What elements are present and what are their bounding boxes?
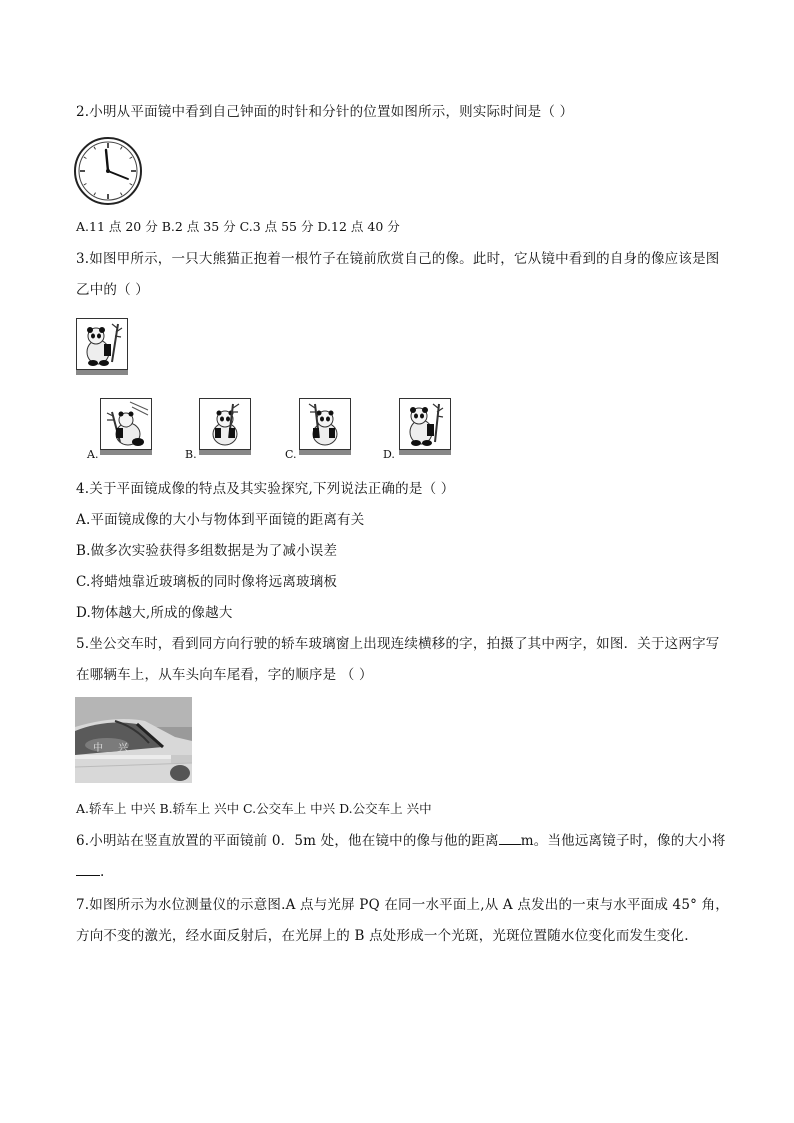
q6-stem: [76, 832, 726, 850]
choice-label-b: B.: [185, 448, 197, 461]
panda-choice-a: [100, 398, 152, 460]
q6-blank-size: [76, 863, 100, 876]
q4-stem: 4.关于平面镜成像的特点及其实验探究,下列说法正确的是（ ）: [76, 481, 455, 497]
panda-choice-d: [399, 398, 451, 460]
q7-stem-line1: 7.如图所示为水位测量仪的示意图.A 点与光屏 PQ 在同一水平面上,从 A 点发出的一束与水平面成 45° 角，: [76, 897, 729, 913]
q4-option-c: C.将蜡烛靠近玻璃板的同时像将远离玻璃板: [76, 574, 338, 590]
q3-stem-line1: 3.如图甲所示，一只大熊猫正抱着一根竹子在镜前欣赏自己的像。此时，它从镜中看到的自身的像应该是图: [76, 251, 720, 267]
q5-options: A.轿车上 中兴 B.轿车上 兴中 C.公交车上 中兴 D.公交车上 兴中: [76, 801, 432, 816]
photo-window-text: 中 兴: [93, 743, 135, 754]
q3-stem-line2: 乙中的（ ）: [76, 282, 149, 298]
choice-label-d: D.: [383, 448, 395, 461]
q5-stem-line2: 在哪辆车上，从车头向车尾看，字的顺序是 （ ）: [76, 667, 373, 683]
q6-blank-distance: [499, 832, 521, 845]
q6-stem-part2: m。当他远离镜子时，像的大小将: [520, 833, 726, 849]
q5-stem-line1: 5.坐公交车时，看到同方向行驶的轿车玻璃窗上出现连续横移的字，拍摄了其中两字，如图．关于这两字写: [76, 636, 720, 652]
panda-choice-c: [299, 398, 351, 460]
clock-figure: [73, 136, 143, 210]
q4-option-a: A.平面镜成像的大小与物体到平面镜的距离有关: [76, 512, 365, 528]
q6-stem-part1: 6.小明站在竖直放置的平面镜前 0．5m 处，他在镜中的像与他的距离: [76, 833, 499, 849]
q2-options: A.11 点 20 分 B.2 点 35 分 C.3 点 55 分 D.12 点 40 分: [76, 219, 400, 234]
panda-choice-b: [199, 398, 251, 460]
car-window-photo: [75, 697, 192, 787]
q4-option-b: B.做多次实验获得多组数据是为了减小误差: [76, 543, 338, 559]
q6-line2: [76, 863, 105, 881]
q4-option-d: D.物体越大,所成的像越大: [76, 605, 233, 621]
choice-label-c: C.: [285, 448, 297, 461]
choice-label-a: A.: [87, 448, 99, 461]
panda-figure-main: [76, 318, 128, 380]
q2-stem: 2.小明从平面镜中看到自己钟面的时针和分针的位置如图所示，则实际时间是（ ）: [76, 104, 574, 120]
q6-line2-period: .: [100, 864, 105, 880]
q7-stem-line2: 方向不变的激光，经水面反射后，在光屏上的 B 点处形成一个光斑，光斑位置随水位变化而发生变化.: [76, 928, 689, 944]
